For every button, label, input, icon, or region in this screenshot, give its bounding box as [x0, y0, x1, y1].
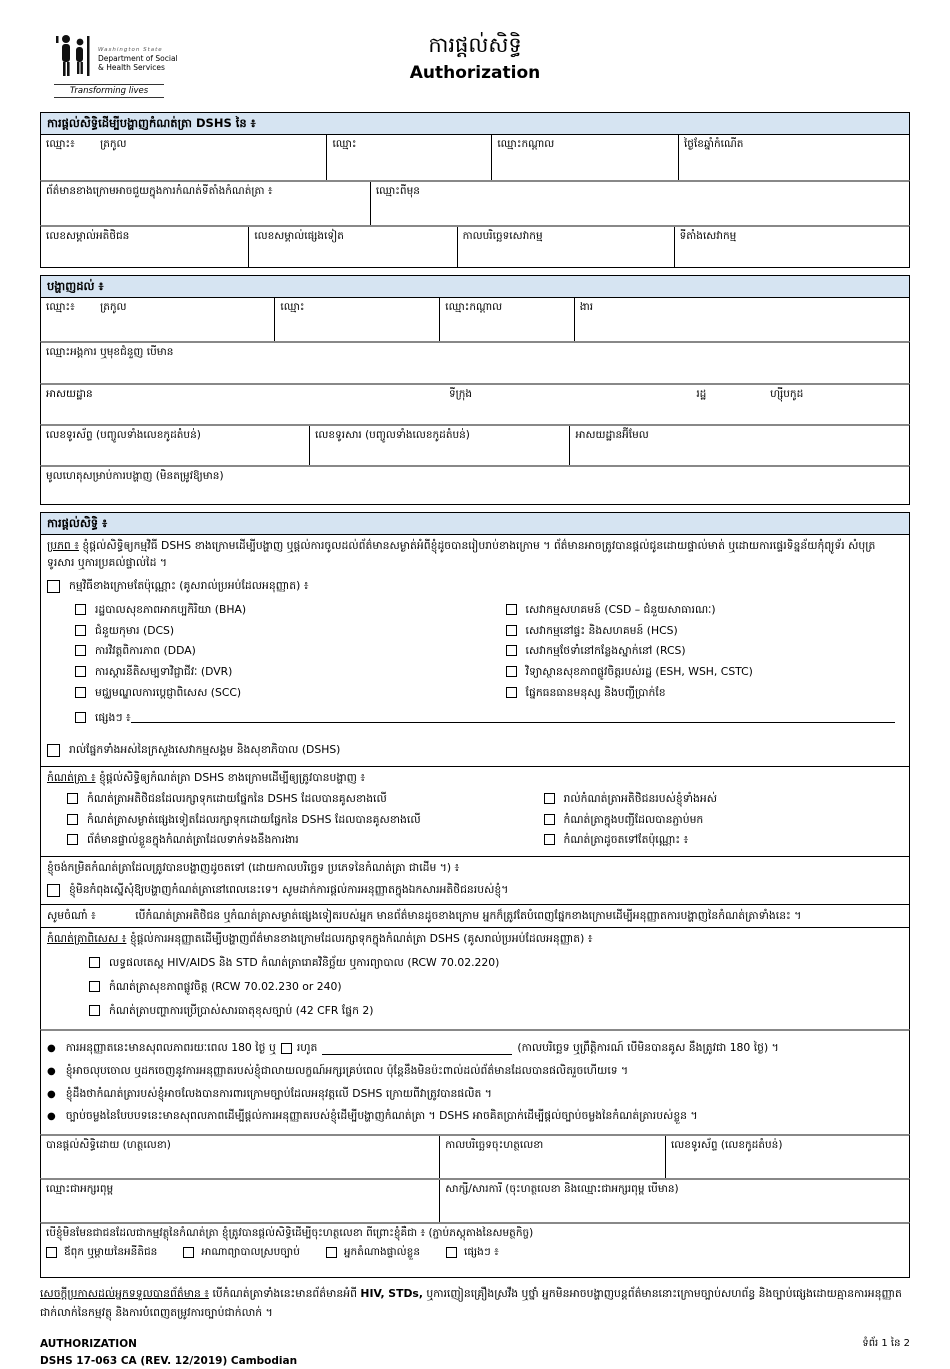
name-label: ឈ្មោះ៖ [46, 137, 75, 150]
source-text: ខ្ញុំផ្តល់សិទ្ធិឲ្យកម្មវិធី DSHS ខាងក្រោមដើម្បីបង្ហាញ ឬផ្តល់ការចូលដល់ព័ត៌មានសម្ងាត់អំពីខ្ញុំដូចបានរៀបរាប់ខាងក្រោម ។ ព័ត៌មានអាចត្រូវបានផ្តល់ជូនដោយផ្ទាល់មាត់ ឬដោយការផ្ទេរទិន្នន័យកុំព្យូទ័រ សំបុត្រ ទូរសារ ឬការប្រគល់ផ្ទាល់ដៃ ។ [47, 538, 876, 569]
program-scc-label: មជ្ឈមណ្ឌលការប្តេជ្ញាពិសេស (SCC) [95, 685, 242, 699]
legal-guardian-label: អាណាព្យាបាលស្របច្បាប់ [201, 1246, 300, 1259]
parent-of-minor-label: ឪពុក ឬម្តាយនៃអនីតិជន [64, 1246, 158, 1259]
form-title-english: Authorization [409, 63, 541, 84]
organization-label: ឈ្មោះអង្គការ ឬមុខជំនួញ បើមាន [46, 345, 174, 358]
program-checkbox-columns [75, 598, 903, 706]
zip-label: ហ្ស៊ីបកូដ [770, 387, 804, 400]
personal-representative-checkbox[interactable] [326, 1247, 337, 1258]
note-text: បើកំណត់ត្រាអតិថិជន ឬកំណត់ត្រាសម្ងាត់ផ្សេងទៀតរបស់អ្នក មានព័ត៌មានដូចខាងក្រោម អ្នកក៏ត្រូវតែបំពេញផ្នែកខាងក្រោមដើម្បីអនុញ្ញាតការបង្ហាញនៃកំណត់ត្រាទាំងនេះ ។ [135, 908, 802, 922]
term-protection-text: ខ្ញុំដឹងថាកំណត់ត្រារបស់ខ្ញុំអាចលែងបានការពារក្រោមច្បាប់ដែលអនុវត្តលើ DSHS ក្រោយពីវាត្រូវបានផលិត ។ [65, 1086, 492, 1100]
program-hr-payroll-label: ផ្នែកធនធានមនុស្ស និងបញ្ជីប្រាក់ខែ [525, 685, 666, 699]
middle-name-field[interactable] [492, 135, 679, 180]
records-client-kept-checkbox[interactable] [67, 793, 78, 804]
program-dda-label: ការវិវត្តពិការភាព (DDA) [95, 644, 196, 658]
authority-row [40, 1222, 910, 1278]
client-id-field[interactable] [41, 227, 249, 267]
first-name-label: ឈ្មោះ [332, 137, 357, 150]
authority-other-label: ផ្សេងៗ ៖ [464, 1246, 499, 1259]
terms-block [40, 1029, 910, 1135]
records-attached-list-checkbox[interactable] [544, 814, 555, 825]
limit-records-line: ខ្ញុំចង់កម្រិតកំណត់ត្រាដែលត្រូវបានបង្ហាញដូចតទៅ (ដោយកាលបរិច្ឆេទ ប្រភេទនៃកំណត់ត្រា ជាដើម ។) ៖ [47, 861, 460, 875]
recipient-notice-pre: បើកំណត់ត្រាទាំងនេះមានព័ត៌មានអំពី [212, 1287, 357, 1301]
program-scc-checkbox[interactable] [75, 687, 86, 698]
program-hospitals-label: វិទ្យាស្ថានសុខភាពផ្លូវចិត្តរបស់រដ្ឋ (ESH, WSH, CSTC) [525, 665, 753, 679]
bullet-icon: ● [47, 1043, 56, 1055]
other-id-field[interactable] [249, 227, 457, 267]
authority-line: បើខ្ញុំមិនមែនជាជនដែលជាកម្មវត្ថុនៃកំណត់ត្រា ខ្ញុំត្រូវបានផ្តល់សិទ្ធិដើម្បីចុះហត្ថលេខា ពីព្រោះខ្ញុំគឺជា ៖ (ភ្ជាប់ភស្តុតាងនៃសមត្ថកិច្ច) [46, 1227, 534, 1240]
authority-options [46, 1245, 904, 1259]
middle-name-label: ឈ្មោះកណ្តាល [497, 137, 555, 150]
program-bha-checkbox[interactable] [75, 604, 86, 615]
special-records-intro [47, 931, 903, 948]
dob-field[interactable] [679, 135, 909, 180]
program-hcs-label: សេវាកម្មនៅផ្ទះ និងសហគមន៍ (HCS) [525, 623, 678, 637]
mental-health-records-checkbox[interactable] [89, 981, 100, 992]
recipient-phone-field[interactable] [41, 426, 310, 465]
limit-records-block [40, 857, 910, 904]
authorized-signature-field[interactable] [41, 1136, 440, 1178]
term-protection [43, 1086, 903, 1103]
special-records-label: កំណត់ត្រាពិសេស ៖ [47, 932, 127, 946]
program-csd-checkbox[interactable] [506, 604, 517, 615]
records-attached-list-label: កំណត់ត្រាក្នុងបញ្ជីដែលបានភ្ជាប់មក [563, 812, 704, 826]
signer-phone-field[interactable] [666, 1136, 909, 1178]
program-dvr-label: ការស្តារនីតិសម្បទាវិជ្ជាជីវៈ (DVR) [95, 665, 233, 679]
all-dshs-parts-label: រាល់ផ្នែកទាំងអស់នៃក្រសួងសេវាកម្មសង្គម និងសុខាភិបាល (DSHS) [69, 743, 341, 757]
recipient-middle-name-field[interactable] [440, 298, 575, 341]
form-titles [40, 32, 910, 83]
term-revoke [43, 1063, 903, 1080]
other-id-label: លេខសម្គាល់ផ្សេងទៀត [254, 229, 344, 242]
program-hospitals-checkbox[interactable] [506, 666, 517, 677]
release-to-section-header: បង្ហាញដល់ ៖ [40, 275, 910, 298]
program-csd-label: សេវាកម្មសហគមន៍ (CSD – ជំនួយសាធារណៈ) [525, 603, 716, 617]
programs-only-label: កម្មវិធីខាងក្រោមតែប៉ុណ្ណោះ (គូសរាល់ប្រអប់ដែលអនុញ្ញាត) ៖ [69, 579, 309, 593]
programs-only-checkbox[interactable] [47, 580, 60, 593]
last-name-label: ត្រកូល [100, 137, 127, 150]
program-dcs-label: ជំនួយកុមារ (DCS) [95, 623, 175, 637]
parent-of-minor-checkbox[interactable] [46, 1247, 57, 1258]
records-only-following-checkbox[interactable] [544, 834, 555, 845]
program-dcs-checkbox[interactable] [75, 625, 86, 636]
records-client-kept-label: កំណត់ត្រាអតិថិជនដែលរក្សាទុកដោយផ្នែកនៃ DSHS ដែលបានគូសខាងលើ [87, 791, 387, 805]
term-expiration [43, 1040, 903, 1057]
witness-field[interactable] [440, 1180, 909, 1222]
organization-field[interactable] [41, 343, 909, 383]
substance-use-records-label: កំណត់ត្រាបញ្ហាការប្រើប្រាស់សារធាតុខុសច្បាប់ (42 CFR ផ្នែក 2) [109, 1003, 374, 1017]
recipient-title-field[interactable] [575, 298, 909, 341]
source-label: ប្រភព ៖ [47, 538, 79, 552]
form-header [40, 26, 910, 106]
substance-use-records-checkbox[interactable] [89, 1005, 100, 1016]
release-of-section [40, 112, 910, 268]
signer-phone-label: លេខទូរស័ព្ទ (លេខកូដតំបន់) [670, 1139, 783, 1152]
release-reason-field[interactable] [41, 467, 909, 504]
recipient-notice-post: ឬការញៀនគ្រឿងស្រវឹង ឬថ្នាំ អ្នកមិនអាចបង្ហាញបន្តព័ត៌មាននោះក្រោមច្បាប់សហព័ន្ធ និងច្បាប់ផ្សេងដោយគ្មានការអនុញ្ញាតជាក់លាក់នៃកម្មវត្ថុ និងការបំពេញតម្រូវការច្បាប់ជាក់លាក់ ។ [40, 1287, 902, 1319]
authority-other-checkbox[interactable] [446, 1247, 457, 1258]
note-block [40, 905, 910, 929]
recipient-middle-label: ឈ្មោះកណ្តាល [445, 300, 503, 313]
service-dates-label: កាលបរិច្ឆេទសេវាកម្ម [462, 229, 543, 242]
agency-tagline: Transforming lives [54, 84, 164, 98]
program-rcs-checkbox[interactable] [506, 645, 517, 656]
service-location-field[interactable] [675, 227, 909, 267]
service-location-label: ទីតាំងសេវាកម្ម [679, 229, 737, 242]
term-expiration-post: (កាលបរិច្ឆេទ ឬព្រឹត្តិការណ៍ បើមិនបានគូស នឹងត្រូវជា 180 ថ្ងៃ) ។ [517, 1041, 779, 1055]
city-label: ទីក្រុង [448, 387, 473, 400]
authorization-section-header: ការផ្តល់សិទ្ធិ ៖ [40, 512, 910, 535]
special-records-intro-text: ខ្ញុំផ្តល់ការអនុញ្ញាតដើម្បីបង្ហាញព័ត៌មានខាងក្រោមដែលរក្សាទុកក្នុងកំណត់ត្រា DSHS (គូសរាល់ប្រអប់ដែលអនុញ្ញាត) ៖ [129, 932, 593, 946]
agency-state-label: Washington State [98, 47, 163, 53]
recipient-title-label: ងារ [579, 300, 594, 313]
date-signed-field[interactable] [440, 1136, 666, 1178]
recipient-fax-label: លេខទូរសារ (បញ្ចូលទាំងលេខកូដតំបន់) [315, 428, 470, 441]
until-checkbox[interactable] [281, 1043, 292, 1054]
records-all-client-label: រាល់កំណត់ត្រាអតិថិជនរបស់ខ្ញុំទាំងអស់ [563, 791, 717, 805]
term-expiration-pre: ការអនុញ្ញាតនេះមានសុពលភាពរយៈពេល 180 ថ្ងៃ ឬ [65, 1041, 276, 1055]
address-label: អាសយដ្ឋាន [46, 387, 93, 400]
special-records-block [40, 928, 910, 1030]
recipient-email-label: អាសយដ្ឋានអ៊ីមែល [575, 428, 649, 441]
not-requesting-checkbox[interactable] [47, 884, 60, 897]
bullet-icon: ● [47, 1111, 56, 1123]
recipient-last-name-field[interactable] [41, 298, 275, 341]
not-requesting-label: ខ្ញុំមិនកំពុងស្នើសុំឱ្យបង្ហាញកំណត់ត្រានៅពេលនេះទេ។ សូមដាក់ការផ្តល់ការអនុញ្ញាតក្នុងឯកសារអតិថិជនរបស់ខ្ញុំ។ [69, 882, 509, 896]
bullet-icon: ● [47, 1088, 56, 1100]
records-employment-checkbox[interactable] [67, 834, 78, 845]
locate-info-field[interactable] [41, 182, 371, 225]
program-hcs-checkbox[interactable] [506, 625, 517, 636]
recipient-phone-label: លេខទូរស័ព្ទ (បញ្ចូលទាំងលេខកូដតំបន់) [46, 428, 201, 441]
recipient-first-name-field[interactable] [275, 298, 440, 341]
dob-label: ថ្ងៃខែឆ្នាំកំណើត [683, 137, 744, 150]
agency-name-line2: & Health Services [98, 63, 165, 73]
source-programs-block [40, 535, 910, 767]
until-label: រហូត [296, 1041, 318, 1055]
printed-name-field[interactable] [41, 1180, 440, 1222]
release-reason-label: មូលហេតុសម្រាប់ការបង្ហាញ (មិនតម្រូវឱ្យមាន) [46, 469, 224, 482]
records-intro [47, 770, 903, 787]
program-other-input-line[interactable] [131, 710, 895, 723]
records-employment-label: ព័ត៌មានផ្ទាល់ខ្លួនក្នុងកំណត់ត្រាដែលទាក់ទងនឹងការងារ [87, 833, 299, 847]
address-field[interactable] [41, 385, 909, 424]
previous-names-label: ឈ្មោះពីមុន [375, 184, 420, 197]
previous-names-field[interactable] [371, 182, 909, 225]
records-block [40, 767, 910, 857]
records-only-following-label: កំណត់ត្រាដូចតទៅតែប៉ុណ្ណោះ ៖ [563, 833, 689, 847]
recipient-notice-label: សេចក្តីប្រកាសដល់អ្នកទទួលបានព័ត៌មាន ៖ [40, 1287, 210, 1301]
release-to-section [40, 275, 910, 505]
hiv-std-records-checkbox[interactable] [89, 957, 100, 968]
legal-guardian-checkbox[interactable] [183, 1247, 194, 1258]
records-other-confidential-checkbox[interactable] [67, 814, 78, 825]
program-hr-payroll-checkbox[interactable] [506, 687, 517, 698]
recipient-notice-hiv-std: HIV, STDs, [360, 1287, 423, 1301]
mental-health-records-label: កំណត់ត្រាសុខភាពផ្លូវចិត្ត (RCW 70.02.230 or 240) [109, 979, 342, 993]
first-name-field[interactable] [327, 135, 492, 180]
authorized-signature-label: បានផ្តល់សិទ្ធិដោយ (ហត្ថលេខា) [46, 1139, 171, 1152]
hiv-std-records-label: លទ្ធផលតេស្ត HIV/AIDS និង STD កំណត់ត្រារោគវិនិច្ឆ័យ ឬការព្យាបាល (RCW 70.02.220) [109, 956, 500, 970]
printed-name-label: ឈ្មោះជាអក្សរពុម្ព [46, 1183, 114, 1196]
recipient-email-field[interactable] [570, 426, 909, 465]
records-other-confidential-label: កំណត់ត្រាសម្ងាត់ផ្សេងទៀតដែលរក្សាទុកដោយផ្នែកនៃ DSHS ដែលបានគូសខាងលើ [87, 812, 421, 826]
authorization-section [40, 512, 910, 1278]
witness-label: សាក្សី/សារការី (ចុះហត្ថលេខា និងឈ្មោះជាអក្សរពុម្ព បើមាន) [445, 1183, 679, 1196]
program-dda-checkbox[interactable] [75, 645, 86, 656]
date-signed-label: កាលបរិច្ឆេទចុះហត្ថលេខា [445, 1139, 544, 1152]
release-of-section-header: ការផ្តល់សិទ្ធិដើម្បីបង្ហាញកំណត់ត្រា DSHS នៃ ៖ [40, 112, 910, 135]
signature-row [40, 1134, 910, 1179]
personal-representative-label: អ្នកតំណាងផ្ទាល់ខ្លួន [343, 1246, 421, 1259]
recipient-fax-field[interactable] [310, 426, 570, 465]
program-other-label: ផ្សេងៗ ៖ [95, 710, 131, 724]
service-dates-field[interactable] [458, 227, 675, 267]
term-copy-text: ច្បាប់ចម្លងនៃបែបបទនេះមានសុពលភាពដើម្បីផ្តល់ការអនុញ្ញាតរបស់ខ្ញុំដើម្បីបង្ហាញកំណត់ត្រា ។ DSHS អាចគិតប្រាក់ដើម្បីផ្តល់ច្បាប់ចម្លងនៃកំណត់ត្រារបស់ខ្លួន ។ [65, 1109, 698, 1123]
recipient-notice [40, 1285, 910, 1322]
records-label: កំណត់ត្រា ៖ [47, 771, 96, 785]
state-label: រដ្ឋ [696, 387, 707, 400]
note-label: សូមចំណាំ ៖ [47, 908, 96, 922]
program-other-checkbox[interactable] [75, 712, 86, 723]
all-dshs-parts-checkbox[interactable] [47, 744, 60, 757]
recipient-name-label: ឈ្មោះ៖ [46, 300, 75, 313]
program-dvr-checkbox[interactable] [75, 666, 86, 677]
name-last-field[interactable] [41, 135, 327, 180]
until-date-input-line[interactable] [322, 1043, 512, 1055]
records-intro-text: ខ្ញុំផ្តល់សិទ្ធិឲ្យកំណត់ត្រា DSHS ខាងក្រោមដើម្បីឲ្យត្រូវបានបង្ហាញ ៖ [99, 771, 366, 785]
bullet-icon: ● [47, 1065, 56, 1077]
recipient-first-label: ឈ្មោះ [280, 300, 305, 313]
term-revoke-text: ខ្ញុំអាចលុបចោល ឬដកចេញនូវការអនុញ្ញាតរបស់ខ្ញុំជាលាយលក្ខណ៍អក្សរគ្រប់ពេល ប៉ុន្តែនឹងមិនប៉ះពាល់ដល់ព័ត៌មានដែលបានផលិតរួចហើយទេ ។ [65, 1063, 629, 1077]
program-rcs-label: សេវាកម្មថែទាំនៅកន្លែងស្នាក់នៅ (RCS) [525, 644, 686, 658]
agency-name-line1: Department of Social [98, 53, 178, 63]
footer-form-number: DSHS 17-063 CA (REV. 12/2019) Cambodian [40, 1354, 298, 1367]
form-title-khmer: ការផ្តល់សិទ្ធិ [428, 33, 522, 57]
source-paragraph [47, 538, 903, 571]
program-bha-label: រដ្ឋបាលសុខភាពអាកប្បកិរិយា (BHA) [95, 603, 247, 617]
records-all-client-checkbox[interactable] [544, 793, 555, 804]
page-number: ទំព័រ 1 នៃ 2 [862, 1337, 910, 1349]
footer-form-title: AUTHORIZATION [40, 1337, 137, 1350]
printed-name-row [40, 1178, 910, 1223]
locate-info-label: ព័ត៌មានខាងក្រោមអាចជួយក្នុងការកំណត់ទីតាំងកំណត់ត្រា ៖ [46, 184, 273, 197]
client-id-label: លេខសម្គាល់អតិថិជន [46, 229, 130, 242]
term-copy [43, 1108, 903, 1125]
form-footer [40, 1336, 910, 1369]
recipient-last-label: ត្រកូល [100, 300, 127, 313]
